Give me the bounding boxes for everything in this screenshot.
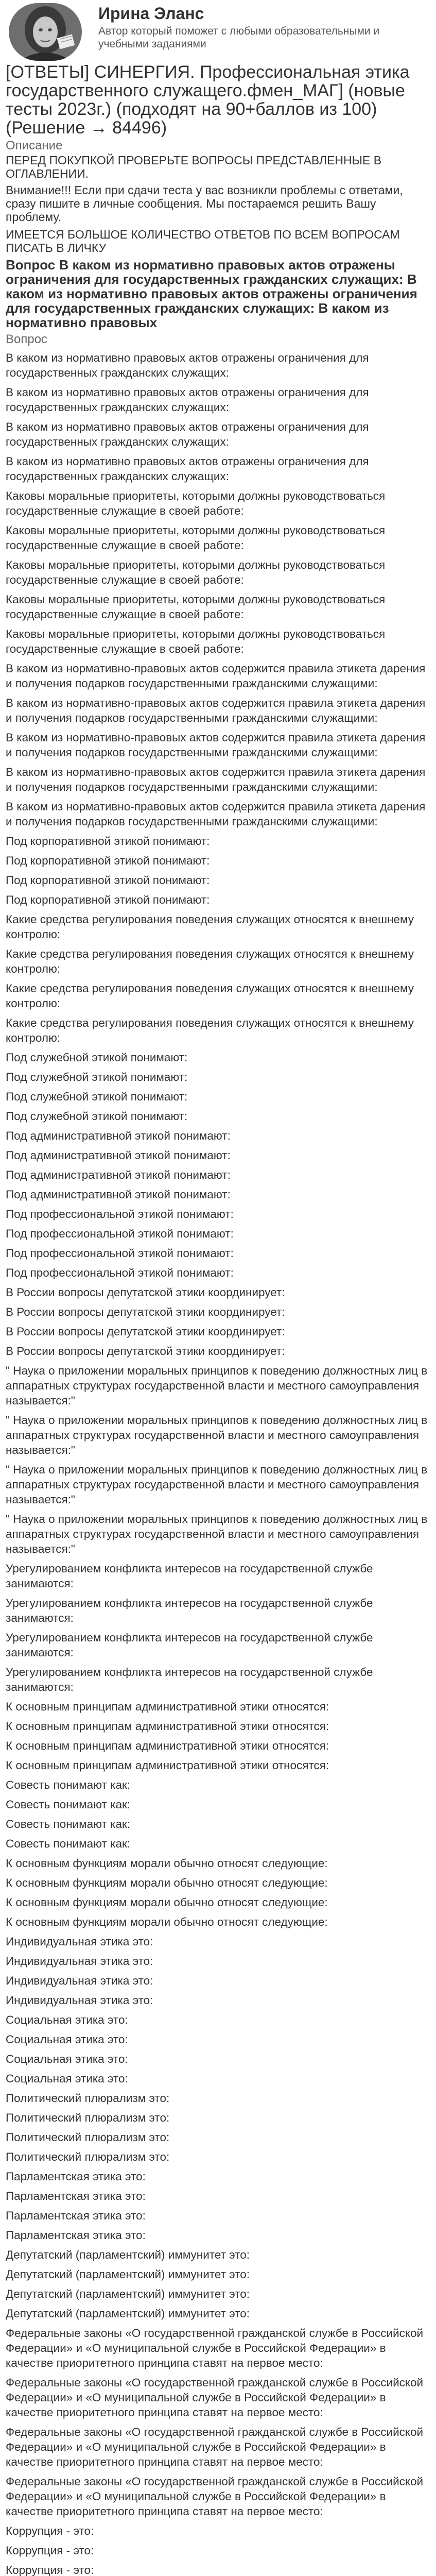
question-item: Социальная этика это:: [6, 2072, 128, 2085]
question-item: К основным принципам административной этики относятся:: [6, 1700, 329, 1713]
question-item: Федеральные законы «О государственной гражданской службе в Российской Федерации» и «О муниципальной службе в Российской Федерации» в качестве приоритетного принципа ставят на первое место:: [6, 2376, 424, 2419]
question-item: " Наука о приложении моральных принципов к поведению должностных лиц в аппаратных структурах государственной власти и местного самоуправления называется:": [6, 1414, 428, 1456]
question-item: Под служебной этикой понимают:: [6, 1110, 188, 1123]
question-item: Каковы моральные приоритеты, которыми должны руководствоваться государственные служащие в своей работе:: [6, 489, 386, 517]
question-item: Социальная этика это:: [6, 2013, 128, 2026]
question-item: К основным функциям морали обычно относят следующие:: [6, 1896, 328, 1909]
question-item: Урегулированием конфликта интересов на государственной службе занимаются:: [6, 1631, 373, 1659]
question-item: Под профессиональной этикой понимают:: [6, 1247, 234, 1260]
question-item: Под корпоративной этикой понимают:: [6, 893, 210, 906]
question-item: Совесть понимают как:: [6, 1778, 131, 1791]
question-item: Какие средства регулирования поведения служащих относятся к внешнему контролю:: [6, 982, 414, 1010]
question-item: Под корпоративной этикой понимают:: [6, 854, 210, 867]
question-item: В каком из нормативно правовых актов отражены ограничения для государственных гражданских служащих:: [6, 455, 369, 483]
question-item: Какие средства регулирования поведения служащих относятся к внешнему контролю:: [6, 1016, 414, 1044]
question-item: Каковы моральные приоритеты, которыми должны руководствоваться государственные служащие в своей работе:: [6, 558, 386, 586]
question-item: Урегулированием конфликта интересов на государственной службе занимаются:: [6, 1666, 373, 1693]
question-item: В России вопросы депутатской этики координирует:: [6, 1306, 285, 1318]
question-item: Парламентская этика это:: [6, 2229, 146, 2242]
question-item: Под профессиональной этикой понимают:: [6, 1208, 234, 1221]
question-item: Под профессиональной этикой понимают:: [6, 1266, 234, 1279]
question-item: Под служебной этикой понимают:: [6, 1051, 188, 1064]
question-item: В каком из нормативно-правовых актов содержится правила этикета дарения и получения подарков государственными гражданскими служащими:: [6, 766, 426, 793]
question-item: К основным функциям морали обычно относят следующие:: [6, 1876, 328, 1889]
question-item: К основным функциям морали обычно относят следующие:: [6, 1916, 328, 1928]
question-item: К основным функциям морали обычно относят следующие:: [6, 1857, 328, 1870]
question-item: Совесть понимают как:: [6, 1837, 131, 1850]
question-item: В каком из нормативно-правовых актов содержится правила этикета дарения и получения подарков государственными гражданскими служащими:: [6, 662, 426, 690]
question-item: Урегулированием конфликта интересов на государственной службе занимаются:: [6, 1597, 373, 1624]
question-item: Политический плюрализм это:: [6, 2111, 170, 2124]
question-item: Каковы моральные приоритеты, которыми должны руководствоваться государственные служащие в своей работе:: [6, 628, 386, 655]
question-item: Парламентская этика это:: [6, 2190, 146, 2202]
question-item: Социальная этика это:: [6, 2053, 128, 2065]
avatar-image: [9, 3, 82, 61]
question-item: В России вопросы депутатской этики координирует:: [6, 1286, 285, 1299]
question-item: В каком из нормативно правовых актов отражены ограничения для государственных гражданских служащих:: [6, 420, 369, 448]
question-item: Какие средства регулирования поведения служащих относятся к внешнему контролю:: [6, 947, 414, 975]
author-info: [98, 4, 387, 50]
question-item: Федеральные законы «О государственной гражданской службе в Российской Федерации» и «О муниципальной службе в Российской Федерации» в качестве приоритетного принципа ставят на первое место:: [6, 2475, 424, 2518]
question-item: Депутатский (парламентский) иммунитет это:: [6, 2287, 250, 2300]
question-item: Совесть понимают как:: [6, 1818, 131, 1831]
question-list: [6, 834, 430, 1359]
question-item: В России вопросы депутатской этики координирует:: [6, 1325, 285, 1338]
question-item: Совесть понимают как:: [6, 1798, 131, 1811]
question-item: Урегулированием конфликта интересов на государственной службе занимаются:: [6, 1562, 373, 1590]
question-item: Парламентская этика это:: [6, 2209, 146, 2222]
question-item: Депутатский (парламентский) иммунитет это:: [6, 2248, 250, 2261]
question-item: Коррупция - это:: [6, 2564, 94, 2576]
page-title: [ОТВЕТЫ] СИНЕРГИЯ. Профессиональная этика государственного служащего.фмен_МАГ] (новые тесты 2023г.) (подходят на 90+баллов из 100) (Решение → 84496): [6, 62, 410, 138]
question-item: Под административной этикой понимают:: [6, 1168, 231, 1181]
question-item: В каком из нормативно правовых актов отражены ограничения для государственных гражданских служащих:: [6, 351, 369, 379]
question-item: Индивидуальная этика это:: [6, 1955, 153, 1968]
question-item: Федеральные законы «О государственной гражданской службе в Российской Федерации» и «О муниципальной службе в Российской Федерации» в качестве приоритетного принципа ставят на первое место:: [6, 2426, 424, 2468]
question-list: [6, 2326, 430, 2519]
question-item: " Наука о приложении моральных принципов к поведению должностных лиц в аппаратных структурах государственной власти и местного самоуправления называется:": [6, 1463, 428, 1506]
question-item: К основным принципам административной этики относятся:: [6, 1739, 329, 1752]
description-line: ИМЕЕТСЯ БОЛЬШОЕ КОЛИЧЕСТВО ОТВЕТОВ ПО ВСЕМ ВОПРОСАМ ПИСАТЬ В ЛИЧКУ: [6, 228, 400, 255]
question-item: Под корпоративной этикой понимают:: [6, 874, 210, 887]
question-item: Под служебной этикой понимают:: [6, 1090, 188, 1103]
question-item: Депутатский (парламентский) иммунитет это:: [6, 2307, 250, 2320]
question-item: Парламентская этика это:: [6, 2170, 146, 2183]
question-item: Индивидуальная этика это:: [6, 1935, 153, 1948]
question-item: В каком из нормативно правовых актов отражены ограничения для государственных гражданских служащих:: [6, 386, 369, 414]
question-item: Каковы моральные приоритеты, которыми должны руководствоваться государственные служащие в своей работе:: [6, 524, 386, 552]
question-item: Социальная этика это:: [6, 2033, 128, 2046]
question-item: Политический плюрализм это:: [6, 2092, 170, 2105]
description-line: ПЕРЕД ПОКУПКОЙ ПРОВЕРЬТЕ ВОПРОСЫ ПРЕДСТАВЛЕННЫЕ В ОГЛАВЛЕНИИ.: [6, 154, 382, 180]
author-name[interactable]: Ирина Эланс: [98, 4, 204, 23]
question-item: Под административной этикой понимают:: [6, 1129, 231, 1142]
question-item: Индивидуальная этика это:: [6, 1994, 153, 2007]
question-item: К основным принципам административной этики относятся:: [6, 1759, 329, 1772]
question-item: Под профессиональной этикой понимают:: [6, 1227, 234, 1240]
question-item: Индивидуальная этика это:: [6, 1974, 153, 1987]
question-item: К основным принципам административной этики относятся:: [6, 1720, 329, 1733]
question-item: В России вопросы депутатской этики координирует:: [6, 1345, 285, 1358]
question-item: Политический плюрализм это:: [6, 2131, 170, 2144]
description-line: Внимание!!! Если при сдачи теста у вас возникли проблемы с ответами, сразу пишите в личные сообщения. Мы постараемся решить Вашу проблему.: [6, 183, 403, 224]
question-item: Под административной этикой понимают:: [6, 1188, 231, 1201]
questions-label: Вопрос: [6, 332, 48, 346]
question-item: Политический плюрализм это:: [6, 2150, 170, 2163]
question-item: Под корпоративной этикой понимают:: [6, 835, 210, 848]
main-question: Вопрос В каком из нормативно правовых актов отражены ограничения для государственных гражданских служащих: В каком из нормативно правовых актов отражены ограничения для государственных гражданских служащих: В каком из нормативно правовых: [6, 257, 417, 330]
question-item: Коррупция - это:: [6, 2544, 94, 2557]
question-item: В каком из нормативно-правовых актов содержится правила этикета дарения и получения подарков государственными гражданскими служащими:: [6, 731, 426, 759]
question-item: В каком из нормативно-правовых актов содержится правила этикета дарения и получения подарков государственными гражданскими служащими:: [6, 800, 426, 828]
question-list: [6, 2523, 430, 2576]
question-item: Какие средства регулирования поведения служащих относятся к внешнему контролю:: [6, 913, 414, 941]
question-list: [6, 1363, 430, 1556]
question-list: [6, 350, 430, 829]
question-item: В каком из нормативно-правовых актов содержится правила этикета дарения и получения подарков государственными гражданскими служащими:: [6, 697, 426, 724]
question-item: Депутатский (парламентский) иммунитет это:: [6, 2268, 250, 2281]
question-list: [6, 1561, 430, 2321]
question-item: Федеральные законы «О государственной гражданской службе в Российской Федерации» и «О муниципальной службе в Российской Федерации» в качестве приоритетного принципа ставят на первое место:: [6, 2327, 424, 2369]
description-label: Описание: [6, 139, 63, 152]
avatar[interactable]: [9, 3, 82, 61]
question-item: Коррупция - это:: [6, 2524, 94, 2537]
question-item: Каковы моральные приоритеты, которыми должны руководствоваться государственные служащие в своей работе:: [6, 593, 386, 621]
question-item: Под административной этикой понимают:: [6, 1149, 231, 1162]
question-item: " Наука о приложении моральных принципов к поведению должностных лиц в аппаратных структурах государственной власти и местного самоуправления называется:": [6, 1364, 428, 1407]
author-header: [6, 0, 430, 61]
author-description: Автор который поможет с любыми образовательными и учебными заданиями: [98, 25, 380, 50]
question-item: " Наука о приложении моральных принципов к поведению должностных лиц в аппаратных структурах государственной власти и местного самоуправления называется:": [6, 1513, 428, 1555]
question-item: Под служебной этикой понимают:: [6, 1071, 188, 1083]
